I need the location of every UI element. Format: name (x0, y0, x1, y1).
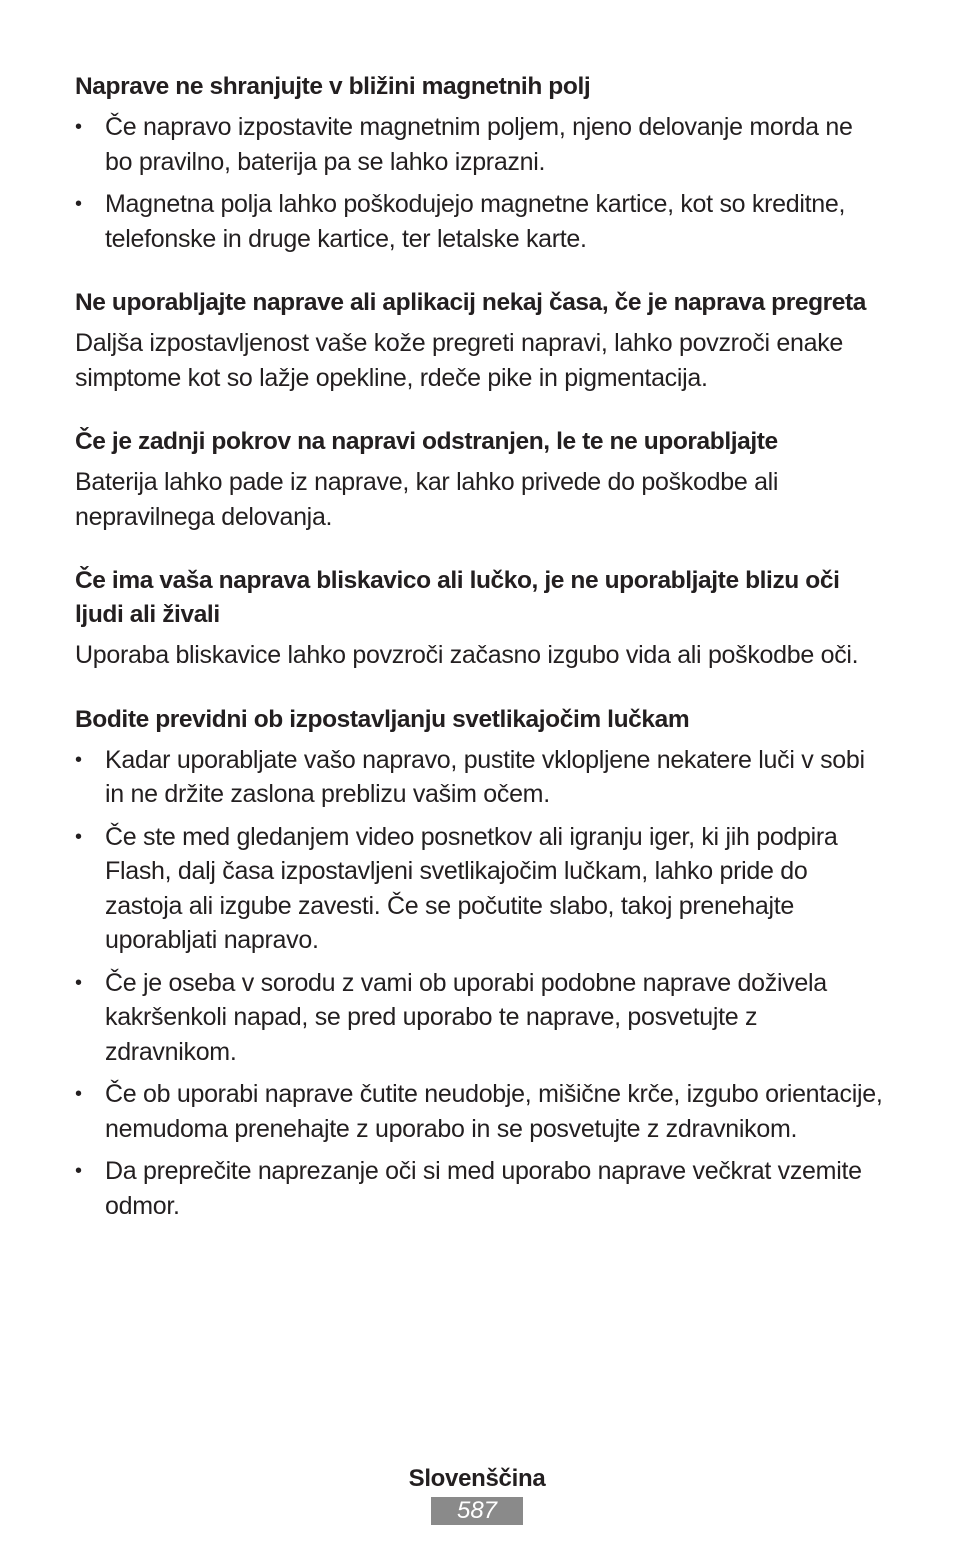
section-heading: Ne uporabljajte naprave ali aplikacij nekaj časa, če je naprava pregreta (75, 289, 866, 316)
list-item-text: Magnetna polja lahko poškodujejo magnetne kartice, kot so kreditne, telefonske in druge kartice, ter letalske karte. (105, 190, 846, 253)
list-item-text: Če ste med gledanjem video posnetkov ali igranju iger, ki jih podpira Flash, dalj časa izpostavljeni svetlikajočim lučkam, lahko pride do zastoja ali izgube zavesti. Če se počutite slabo, takoj prenehajte uporabljati napravo. (105, 822, 838, 954)
section-heading: Bodite previdni ob izpostavljanju svetlikajočim lučkam (75, 705, 690, 733)
page-footer (0, 1463, 954, 1525)
list-item-text: Če napravo izpostavite magnetnim poljem, njeno delovanje morda ne bo pravilno, baterija pa se lahko izprazni. (105, 113, 853, 176)
section-paragraph: Baterija lahko pade iz naprave, kar lahko privede do poškodbe ali nepravilnega delovanja. (75, 468, 779, 531)
list-item (75, 187, 885, 256)
list-item-text: Če ob uporabi naprave čutite neudobje, mišične krče, izgubo orientacije, nemudoma prenehajte z uporabo in se posvetujte z zdravnikom. (105, 1080, 883, 1143)
list-item (75, 1077, 885, 1146)
list-item (75, 743, 885, 812)
section-paragraph: Uporaba bliskavice lahko povzroči začasno izgubo vida ali poškodbe oči. (75, 641, 859, 669)
bullet-marker: • (75, 1083, 82, 1105)
section-back-cover (75, 425, 885, 534)
section-heading: Naprave ne shranjujte v bližini magnetnih polj (75, 73, 591, 100)
bullet-marker: • (75, 1160, 82, 1182)
list-item (75, 110, 885, 179)
section-heading: Če je zadnji pokrov na napravi odstranjen, le te ne uporabljajte (75, 428, 778, 455)
list-item (75, 820, 885, 958)
page-number: 587 (431, 1497, 523, 1525)
bullet-marker: • (75, 193, 82, 215)
list-item-text: Da preprečite naprezanje oči si med uporabo naprave večkrat vzemite odmor. (105, 1157, 862, 1220)
section-heading: Če ima vaša naprava bliskavico ali lučko, je ne uporabljajte blizu oči ljudi ali živali (75, 567, 840, 628)
section-flash-light (75, 564, 885, 673)
document-body (75, 70, 885, 1253)
bullet-marker: • (75, 748, 82, 771)
bullet-marker: • (75, 971, 82, 994)
list-item (75, 1154, 885, 1223)
bullet-list (75, 110, 885, 256)
footer-language: Slovenščina (408, 1465, 546, 1492)
section-flashing-lights (75, 703, 885, 1224)
section-magnetic-fields (75, 70, 885, 256)
list-item (75, 966, 885, 1070)
list-item-text: Če je oseba v sorodu z vami ob uporabi podobne naprave doživela kakršenkoli napad, se pred uporabo te naprave, posvetujte z zdravnikom. (105, 968, 827, 1066)
section-overheated-device (75, 286, 885, 395)
bullet-marker: • (75, 116, 82, 138)
list-item-text: Kadar uporabljate vašo napravo, pustite vklopljene nekatere luči v sobi in ne držite zaslona preblizu vašim očem. (105, 745, 865, 808)
section-paragraph: Daljša izpostavljenost vaše kože pregreti napravi, lahko povzroči enake simptome kot so lažje opekline, rdeče pike in pigmentacija. (75, 329, 844, 392)
bullet-list (75, 743, 885, 1224)
bullet-marker: • (75, 825, 82, 848)
